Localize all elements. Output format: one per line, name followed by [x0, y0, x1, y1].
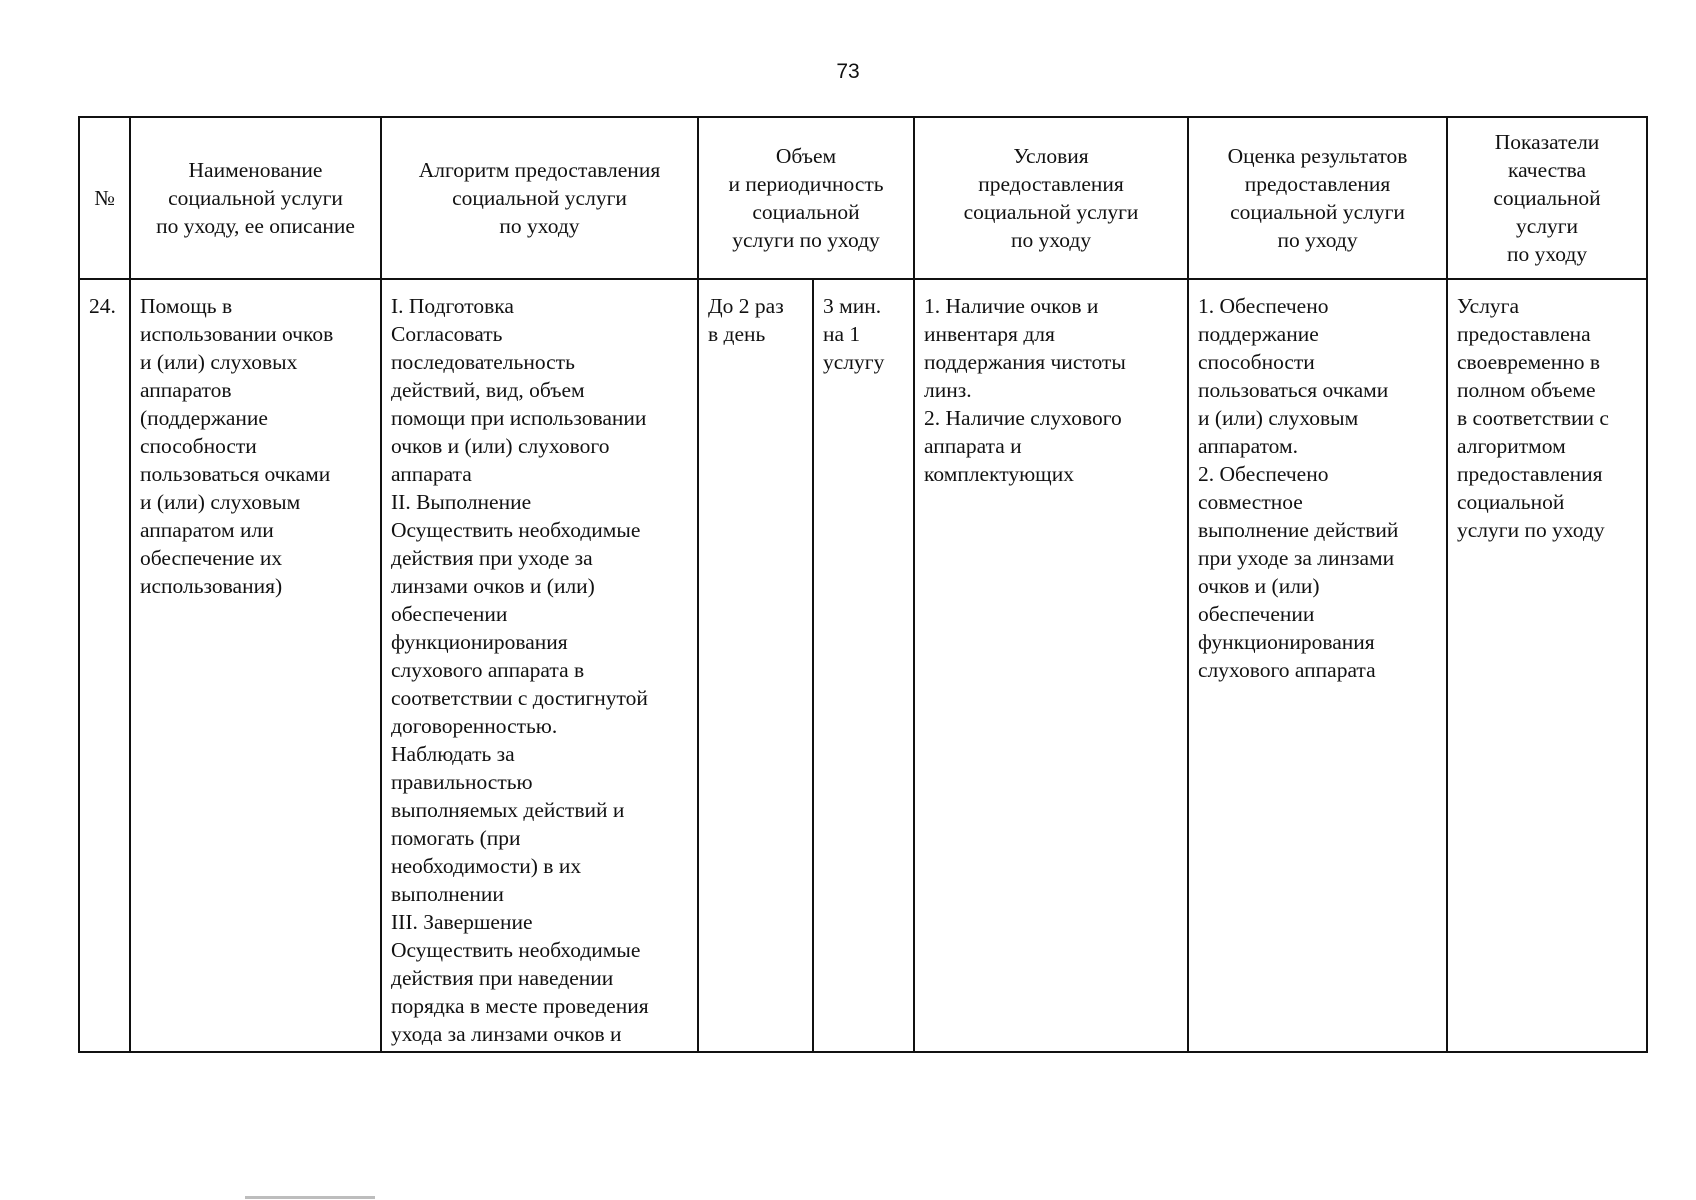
cell-text-line: необходимости) в их: [391, 854, 582, 878]
cell-text-line: До 2 раз: [708, 294, 784, 318]
cell-text-line: Условия: [1013, 144, 1089, 168]
cell-text-line: предоставления: [1244, 172, 1391, 196]
cell-text-line: аппаратом или: [140, 518, 274, 542]
cell-text-line: Наблюдать за: [391, 742, 515, 766]
cell-text-line: аппаратом.: [1198, 434, 1298, 458]
cell-text-line: Алгоритм предоставления: [418, 158, 661, 182]
cell-text-line: качества: [1507, 158, 1587, 182]
cell-text-line: договоренностью.: [391, 714, 558, 738]
cell-text-line: по уходу: [1506, 242, 1588, 266]
cell-text-line: действия при уходе за: [391, 546, 593, 570]
cell-text-line: Услуга: [1457, 294, 1520, 318]
cell-text-line: социальной: [1457, 490, 1565, 514]
cell-text-line: услуги по уходу: [732, 228, 880, 252]
cell-text-line: III. Завершение: [391, 910, 533, 934]
cell-text-line: социальной: [752, 200, 860, 224]
cell-quality: [1447, 279, 1647, 1052]
cell-results: [1188, 279, 1447, 1052]
cell-text-line: аппарата: [391, 462, 472, 486]
cell-text-line: очков и (или): [1198, 574, 1320, 598]
cell-duration: [813, 279, 914, 1052]
cell-text-line: Показатели: [1494, 130, 1600, 154]
cell-text-line: 2. Обеспечено: [1198, 462, 1329, 486]
cell-text-line: полном объеме: [1457, 378, 1596, 402]
cell-text-line: социальной: [1493, 186, 1601, 210]
cell-text-line: пользоваться очками: [1198, 378, 1389, 402]
cell-text-line: слухового аппарата: [1198, 658, 1376, 682]
cell-text-line: использования): [140, 574, 283, 598]
cell-text-line: услуги по уходу: [1457, 518, 1605, 542]
cell-conditions: [914, 279, 1188, 1052]
cell-text-line: ухода за линзами очков и: [391, 1022, 622, 1046]
cell-text-line: выполнение действий: [1198, 518, 1399, 542]
footer-scan-mark: [245, 1196, 375, 1199]
cell-text-line: правильностью: [391, 770, 533, 794]
cell-text-line: социальной услуги: [452, 186, 627, 210]
cell-text-line: по уходу: [1277, 228, 1358, 252]
cell-algorithm: [381, 279, 698, 1052]
cell-text-line: очков и (или) слухового: [391, 434, 610, 458]
cell-text-line: услуги: [1515, 214, 1579, 238]
cell-text-line: использовании очков: [140, 322, 334, 346]
cell-text-line: способности: [140, 434, 257, 458]
cell-text-line: 2. Наличие слухового: [924, 406, 1122, 430]
cell-text-line: Осуществить необходимые: [391, 938, 641, 962]
header-conditions: [914, 117, 1188, 279]
cell-text-line: Оценка результатов: [1227, 144, 1408, 168]
header-number: [79, 117, 130, 279]
cell-text-line: предоставлена: [1457, 322, 1591, 346]
cell-text-line: слухового аппарата в: [391, 658, 585, 682]
cell-text-line: и (или) слуховым: [1198, 406, 1359, 430]
cell-text-line: 24.: [89, 294, 116, 318]
cell-text-line: на 1: [823, 322, 861, 346]
cell-text-line: комплектующих: [924, 462, 1074, 486]
cell-text-line: (поддержание: [140, 406, 268, 430]
cell-text-line: действия при наведении: [391, 966, 614, 990]
cell-text-line: II. Выполнение: [391, 490, 532, 514]
cell-text-line: по уходу: [1010, 228, 1092, 252]
cell-text-line: Объем: [775, 144, 837, 168]
cell-text-line: 1. Наличие очков и: [924, 294, 1099, 318]
cell-text-line: по уходу, ее описание: [156, 214, 355, 238]
cell-service-name: [130, 279, 381, 1052]
cell-text-line: линзами очков и (или): [391, 574, 595, 598]
header-service-name: [130, 117, 381, 279]
cell-text-line: предоставления: [1457, 462, 1603, 486]
cell-text-line: социальной услуги: [1230, 200, 1405, 224]
cell-text-line: и периодичность: [728, 172, 884, 196]
cell-text-line: линз.: [924, 378, 972, 402]
cell-frequency: [698, 279, 813, 1052]
cell-text-line: выполнении: [391, 882, 504, 906]
header-quality-indicators: [1447, 117, 1647, 279]
cell-text-line: 1. Обеспечено: [1198, 294, 1329, 318]
cell-text-line: способности: [1198, 350, 1315, 374]
header-results-evaluation: [1188, 117, 1447, 279]
cell-text-line: обеспечении: [1198, 602, 1315, 626]
cell-text-line: по уходу: [499, 214, 580, 238]
cell-text-line: выполняемых действий и: [391, 798, 625, 822]
cell-text-line: 3 мин.: [823, 294, 882, 318]
header-algorithm: [381, 117, 698, 279]
cell-text-line: при уходе за линзами: [1198, 546, 1395, 570]
cell-text-line: обеспечение их: [140, 546, 283, 570]
header-row: [79, 117, 1647, 279]
cell-text-line: инвентаря для: [924, 322, 1055, 346]
cell-text-line: в соответствии с: [1457, 406, 1609, 430]
cell-text-line: обеспечении: [391, 602, 508, 626]
cell-text-line: социальной услуги: [168, 186, 343, 210]
cell-text-line: алгоритмом: [1457, 434, 1566, 458]
cell-text-line: I. Подготовка: [391, 294, 514, 318]
social-services-table: [78, 116, 1648, 1053]
cell-text-line: помогать (при: [391, 826, 521, 850]
table-row: [79, 279, 1647, 1052]
cell-text-line: помощи при использовании: [391, 406, 647, 430]
cell-text-line: порядка в месте проведения: [391, 994, 649, 1018]
cell-text-line: и (или) слуховых: [140, 350, 298, 374]
cell-text-line: функционирования: [1198, 630, 1375, 654]
page-number: 73: [836, 60, 860, 83]
cell-text-line: и (или) слуховым: [140, 490, 301, 514]
cell-text-line: аппарата и: [924, 434, 1022, 458]
cell-text-line: в день: [708, 322, 766, 346]
cell-text-line: соответствии с достигнутой: [391, 686, 648, 710]
cell-text-line: действий, вид, объем: [391, 378, 585, 402]
cell-text-line: Осуществить необходимые: [391, 518, 641, 542]
cell-text-line: аппаратов: [140, 378, 232, 402]
cell-row-number: [79, 279, 130, 1052]
cell-text-line: пользоваться очками: [140, 462, 331, 486]
cell-text-line: социальной услуги: [963, 200, 1139, 224]
cell-text-line: №: [94, 186, 115, 210]
cell-text-line: своевременно в: [1457, 350, 1600, 374]
cell-text-line: Наименование: [188, 158, 323, 182]
cell-text-line: поддержание: [1198, 322, 1319, 346]
cell-text-line: поддержания чистоты: [924, 350, 1126, 374]
cell-text-line: последовательность: [391, 350, 575, 374]
cell-text-line: услугу: [823, 350, 885, 374]
header-volume-frequency: [698, 117, 914, 279]
cell-text-line: совместное: [1198, 490, 1303, 514]
cell-text-line: предоставления: [978, 172, 1124, 196]
cell-text-line: функционирования: [391, 630, 568, 654]
cell-text-line: Согласовать: [391, 322, 503, 346]
cell-text-line: Помощь в: [140, 294, 233, 318]
